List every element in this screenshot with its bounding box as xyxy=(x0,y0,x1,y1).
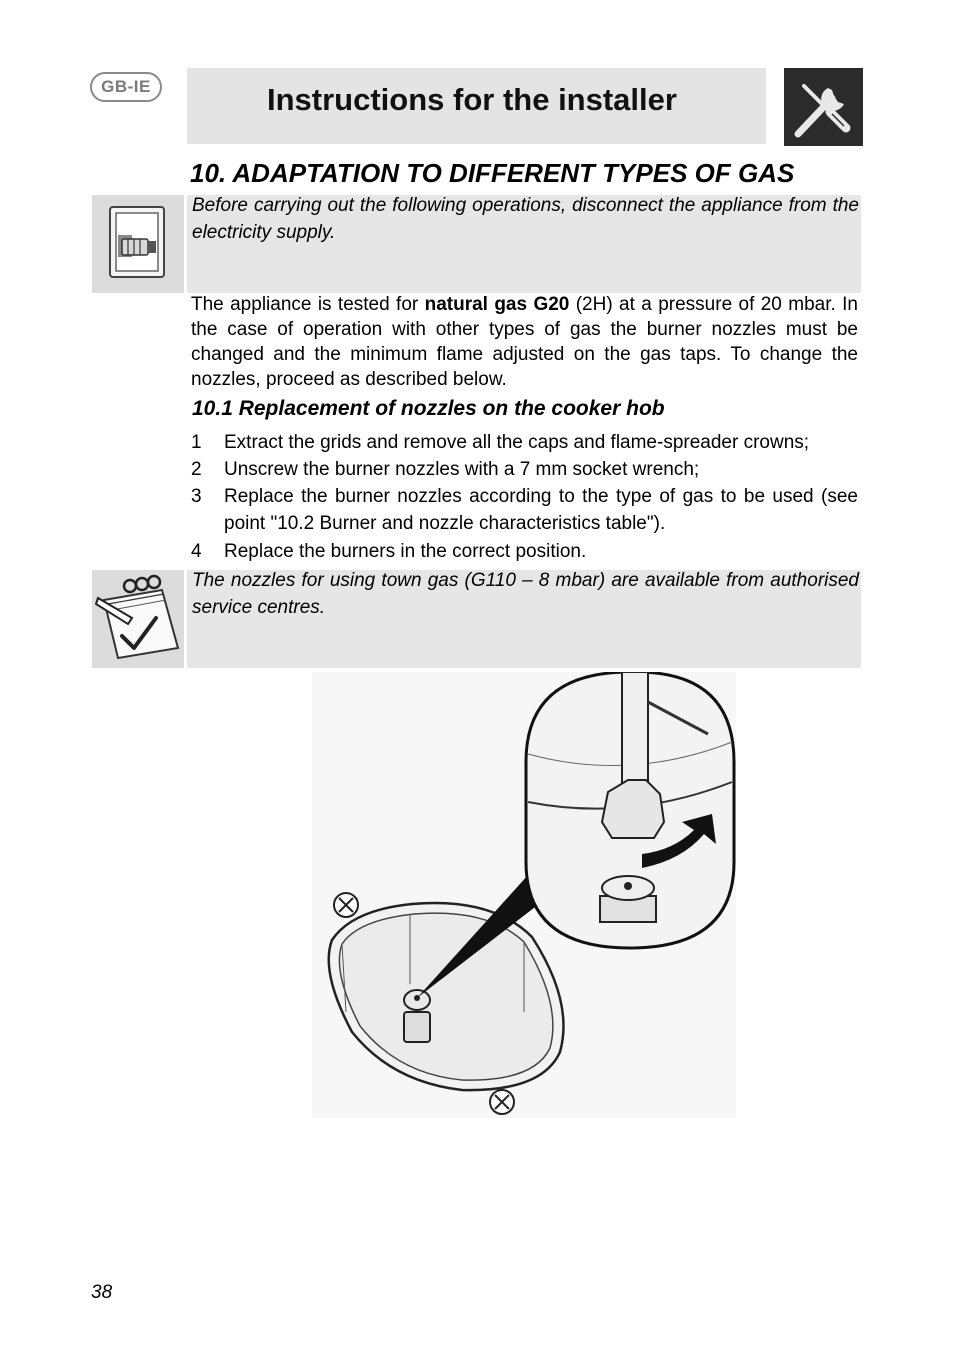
step-number: 3 xyxy=(191,486,202,507)
step-text: Replace the burners in the correct position. xyxy=(224,541,587,562)
page-number: 38 xyxy=(91,1282,113,1303)
intro-paragraph xyxy=(191,292,858,392)
intro-text-2: (2H) at a pressure of 20 mbar. In the case of operation with other types of gas the burner nozzles must be changed and the minimum flame adjusted on the gas taps. To change the nozzles, proceed as described below. xyxy=(191,294,858,390)
region-badge: GB-IE xyxy=(90,72,162,102)
info-note-text: The nozzles for using town gas (G110 – 8 mbar) are available from authorised service centres. xyxy=(192,570,859,618)
subsection-heading: 10.1 Replacement of nozzles on the cooker hob xyxy=(192,397,665,420)
section-heading: 10. ADAPTATION TO DIFFERENT TYPES OF GAS xyxy=(190,158,795,188)
burner-nozzle-wrench-diagram xyxy=(312,672,736,1118)
tools-icon xyxy=(784,68,863,146)
warning-note-text: Before carrying out the following operations, disconnect the appliance from the electricity supply. xyxy=(192,195,859,243)
step-number: 1 xyxy=(191,432,202,453)
intro-text-1: The appliance is tested for xyxy=(191,294,425,315)
step-text: Extract the grids and remove all the caps and flame-spreader crowns; xyxy=(224,432,810,453)
step-text: Unscrew the burner nozzles with a 7 mm socket wrench; xyxy=(224,459,700,480)
page-title: Instructions for the installer xyxy=(267,82,677,117)
notepad-check-icon xyxy=(92,570,184,668)
step-text: Replace the burner nozzles according to the type of gas to be used (see point "10.2 Burner and nozzle characteristics table"). xyxy=(224,486,858,534)
step-number: 4 xyxy=(191,541,202,562)
socket-plug-icon xyxy=(92,195,184,293)
intro-gas-type: natural gas G20 xyxy=(424,294,570,315)
step-number: 2 xyxy=(191,459,202,480)
